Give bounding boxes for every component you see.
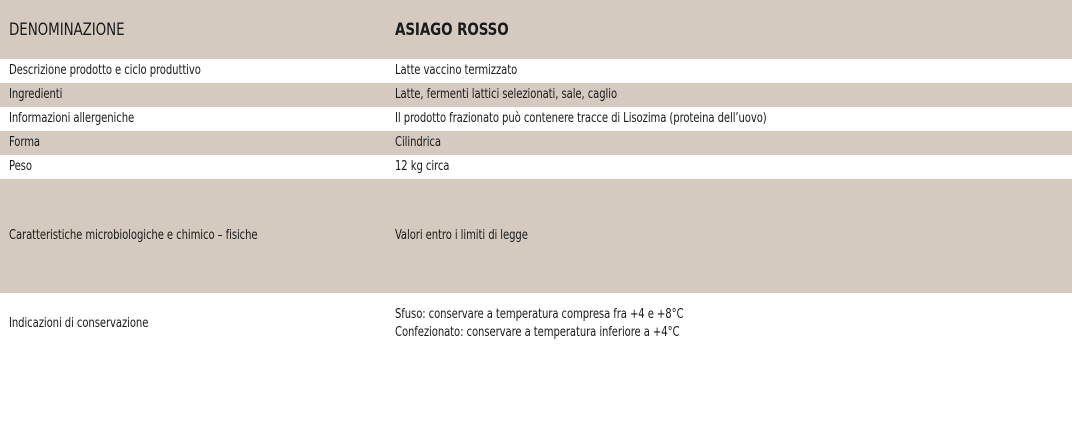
table-row xyxy=(0,83,1072,107)
header-value-cell xyxy=(386,0,1072,59)
table-row xyxy=(0,107,1072,131)
row-label: Forma xyxy=(9,135,41,150)
row-label-cell xyxy=(0,83,386,107)
row-label-cell xyxy=(0,293,386,354)
row-label-cell xyxy=(0,179,386,293)
row-value: 12 kg circa xyxy=(395,159,450,174)
row-label-cell xyxy=(0,59,386,83)
row-label: Ingredienti xyxy=(9,87,63,102)
row-value-cell xyxy=(386,131,1072,155)
conservation-values xyxy=(395,306,683,342)
row-value-cell xyxy=(386,293,1072,354)
table-row xyxy=(0,179,1072,293)
row-label-cell xyxy=(0,155,386,179)
row-label: Caratteristiche microbiologiche e chimico – fisiche xyxy=(9,228,258,243)
conservation-packaged: Confezionato: conservare a temperatura inferiore a +4°C xyxy=(395,324,680,340)
table-row xyxy=(0,155,1072,179)
table-row xyxy=(0,131,1072,155)
header-label: DENOMINAZIONE xyxy=(9,19,125,40)
row-value-cell xyxy=(386,107,1072,131)
row-value-cell xyxy=(386,155,1072,179)
product-name: ASIAGO ROSSO xyxy=(395,19,509,40)
row-label: Descrizione prodotto e ciclo produttivo xyxy=(9,63,201,78)
row-label-cell xyxy=(0,131,386,155)
row-value: Il prodotto frazionato può contenere tracce di Lisozima (proteina dell’uovo) xyxy=(395,111,767,126)
conservation-label: Indicazioni di conservazione xyxy=(9,315,149,331)
row-value-cell xyxy=(386,179,1072,293)
row-label-cell xyxy=(0,107,386,131)
conservation-row xyxy=(0,293,1072,354)
header-label-cell xyxy=(0,0,386,59)
conservation-bulk: Sfuso: conservare a temperatura compresa fra +4 e +8°C xyxy=(395,306,684,322)
table-row xyxy=(0,59,1072,83)
row-label: Informazioni allergeniche xyxy=(9,111,135,126)
row-value-cell xyxy=(386,83,1072,107)
table-header-row xyxy=(0,0,1072,59)
row-value: Latte vaccino termizzato xyxy=(395,63,518,78)
row-value: Valori entro i limiti di legge xyxy=(395,228,528,243)
row-value-cell xyxy=(386,59,1072,83)
row-value: Cilindrica xyxy=(395,135,441,150)
row-label: Peso xyxy=(9,159,32,174)
row-value: Latte, fermenti lattici selezionati, sale, caglio xyxy=(395,87,618,102)
